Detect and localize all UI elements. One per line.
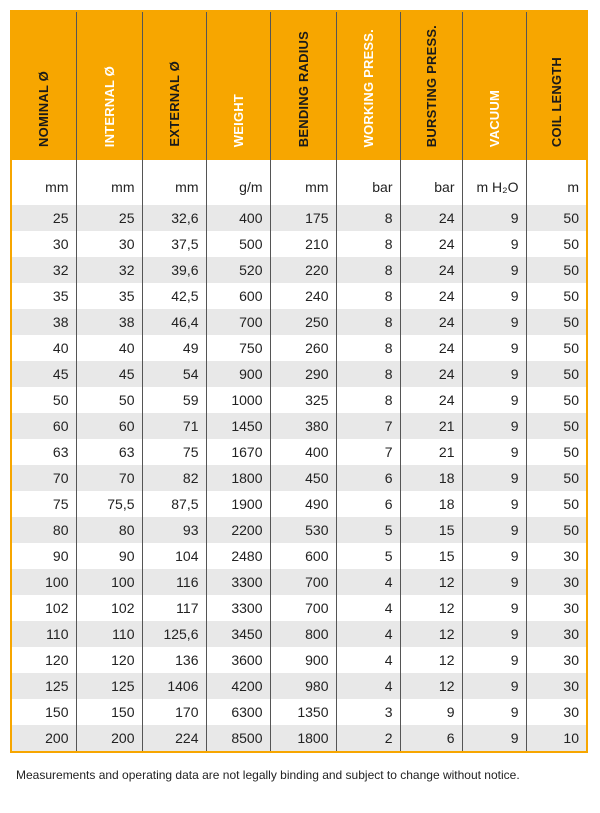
unit-cell-vacuum: m H₂O	[462, 160, 526, 205]
cell-vacuum: 9	[462, 491, 526, 517]
cell-bending: 1350	[270, 699, 336, 725]
cell-weight: 2480	[206, 543, 270, 569]
column-header-weight	[206, 12, 270, 160]
cell-internal: 50	[76, 387, 142, 413]
cell-nominal: 70	[12, 465, 76, 491]
cell-nominal: 60	[12, 413, 76, 439]
cell-internal: 38	[76, 309, 142, 335]
cell-coil: 50	[526, 309, 586, 335]
cell-bending: 400	[270, 439, 336, 465]
cell-bursting: 24	[400, 283, 462, 309]
cell-internal: 150	[76, 699, 142, 725]
table-row	[12, 517, 586, 543]
table-row	[12, 283, 586, 309]
column-header-label: WEIGHT	[230, 93, 246, 147]
cell-weight: 1670	[206, 439, 270, 465]
cell-working: 8	[336, 283, 400, 309]
cell-working: 8	[336, 387, 400, 413]
column-header-label: NOMINAL Ø	[36, 71, 52, 147]
cell-vacuum: 9	[462, 543, 526, 569]
column-header-vacuum	[462, 12, 526, 160]
disclaimer-note: Measurements and operating data are not legally binding and subject to change without notice.	[16, 768, 520, 782]
cell-nominal: 120	[45, 652, 69, 668]
cell-weight: 1900	[206, 491, 270, 517]
cell-working: 5	[336, 543, 400, 569]
cell-internal: 90	[76, 543, 142, 569]
cell-bursting: 12	[400, 673, 462, 699]
cell-nominal: 40	[52, 340, 69, 356]
cell-bending: 175	[270, 205, 336, 231]
column-header-nominal	[12, 12, 76, 160]
cell-weight: 3300	[206, 569, 270, 595]
column-header-label: BENDING RADIUS	[295, 30, 311, 147]
table-row	[12, 257, 586, 283]
cell-bursting: 12	[400, 595, 462, 621]
cell-bursting: 12	[400, 621, 462, 647]
cell-external: 42,5	[142, 283, 206, 309]
cell-nominal: 125	[12, 673, 76, 699]
cell-bursting: 24	[400, 231, 462, 257]
cell-bursting: 15	[400, 543, 462, 569]
cell-external: 46,4	[142, 309, 206, 335]
cell-working: 8	[336, 257, 400, 283]
cell-vacuum: 9	[462, 387, 526, 413]
cell-weight: 400	[206, 205, 270, 231]
cell-vacuum: 9	[462, 439, 526, 465]
cell-coil: 50	[526, 257, 586, 283]
cell-bursting: 18	[400, 491, 462, 517]
table-row	[12, 491, 586, 517]
cell-coil: 30	[526, 621, 586, 647]
cell-bursting: 21	[400, 413, 462, 439]
cell-external: 71	[142, 413, 206, 439]
column-header-coil	[526, 12, 586, 160]
cell-internal: 102	[76, 595, 142, 621]
cell-internal: 120	[76, 647, 142, 673]
cell-vacuum: 9	[462, 361, 526, 387]
cell-external: 75	[142, 439, 206, 465]
cell-bending: 260	[270, 335, 336, 361]
cell-vacuum: 9	[462, 205, 526, 231]
cell-bending: 220	[270, 257, 336, 283]
cell-bending: 240	[270, 283, 336, 309]
cell-bursting: 6	[400, 725, 462, 751]
cell-internal: 30	[76, 231, 142, 257]
cell-external: 39,6	[142, 257, 206, 283]
cell-bursting: 12	[400, 647, 462, 673]
cell-bending: 325	[270, 387, 336, 413]
cell-bending: 380	[270, 413, 336, 439]
cell-working: 4	[336, 647, 400, 673]
cell-nominal: 32	[12, 257, 76, 283]
cell-vacuum: 9	[462, 309, 526, 335]
cell-internal: 200	[76, 725, 142, 751]
cell-coil: 10	[526, 725, 586, 751]
cell-working: 3	[336, 699, 400, 725]
cell-coil: 30	[526, 543, 586, 569]
table-row	[12, 569, 586, 595]
header-row	[12, 12, 586, 160]
table-row	[12, 309, 586, 335]
table-row	[12, 725, 586, 751]
cell-weight: 900	[206, 361, 270, 387]
table-body	[12, 160, 586, 751]
column-header-label: INTERNAL Ø	[101, 65, 117, 147]
cell-vacuum: 9	[462, 569, 526, 595]
cell-bending: 900	[270, 647, 336, 673]
cell-weight: 700	[206, 309, 270, 335]
cell-internal: 60	[76, 413, 142, 439]
cell-internal: 100	[76, 569, 142, 595]
cell-weight: 520	[206, 257, 270, 283]
cell-vacuum: 9	[462, 725, 526, 751]
cell-vacuum: 9	[462, 231, 526, 257]
cell-weight: 3600	[206, 647, 270, 673]
cell-nominal: 100	[12, 569, 76, 595]
table-row	[12, 361, 586, 387]
cell-nominal: 45	[12, 361, 76, 387]
cell-vacuum: 9	[462, 621, 526, 647]
table-row	[12, 387, 586, 413]
cell-vacuum: 9	[462, 283, 526, 309]
cell-working: 7	[336, 413, 400, 439]
cell-bending: 530	[270, 517, 336, 543]
cell-working: 4	[336, 673, 400, 699]
column-header-bursting	[400, 12, 462, 160]
table-row	[12, 595, 586, 621]
cell-bending: 600	[270, 543, 336, 569]
cell-coil: 50	[526, 439, 586, 465]
cell-external: 59	[142, 387, 206, 413]
cell-working: 5	[336, 517, 400, 543]
cell-weight: 750	[206, 335, 270, 361]
cell-working: 8	[336, 231, 400, 257]
cell-coil: 50	[526, 413, 586, 439]
column-header-label: BURSTING PRESS.	[423, 24, 439, 147]
cell-coil: 50	[526, 517, 586, 543]
cell-weight: 8500	[206, 725, 270, 751]
cell-external: 93	[142, 517, 206, 543]
cell-working: 7	[336, 439, 400, 465]
table-row	[12, 231, 586, 257]
cell-coil: 30	[526, 647, 586, 673]
cell-working: 2	[336, 725, 400, 751]
cell-nominal: 30	[52, 236, 69, 252]
units-row	[12, 160, 586, 205]
cell-coil: 30	[526, 673, 586, 699]
unit-cell-bending: mm	[270, 160, 336, 205]
table-row	[12, 699, 586, 725]
cell-bending: 450	[270, 465, 336, 491]
hose-specification-table	[12, 12, 586, 751]
cell-internal: 45	[76, 361, 142, 387]
cell-external: 117	[142, 595, 206, 621]
cell-nominal: 200	[12, 725, 76, 751]
cell-bursting: 21	[400, 439, 462, 465]
cell-weight: 600	[206, 283, 270, 309]
cell-coil: 30	[526, 569, 586, 595]
cell-weight: 3300	[206, 595, 270, 621]
table-row	[12, 439, 586, 465]
column-header-label: COIL LENGTH	[548, 56, 564, 147]
column-header-internal	[76, 12, 142, 160]
cell-internal: 110	[76, 621, 142, 647]
cell-coil: 50	[526, 465, 586, 491]
cell-coil: 50	[526, 491, 586, 517]
cell-bursting: 24	[400, 387, 462, 413]
cell-vacuum: 9	[462, 335, 526, 361]
cell-bending: 210	[270, 231, 336, 257]
cell-working: 4	[336, 569, 400, 595]
cell-internal: 32	[76, 257, 142, 283]
cell-weight: 500	[206, 231, 270, 257]
cell-external: 37,5	[142, 231, 206, 257]
cell-coil: 30	[526, 699, 586, 725]
cell-external: 54	[142, 361, 206, 387]
unit-cell-working: bar	[336, 160, 400, 205]
cell-coil: 50	[526, 387, 586, 413]
cell-coil: 30	[526, 595, 586, 621]
unit-cell-external: mm	[142, 160, 206, 205]
cell-bursting: 24	[400, 361, 462, 387]
cell-bursting: 12	[400, 569, 462, 595]
cell-weight: 3450	[206, 621, 270, 647]
cell-weight: 2200	[206, 517, 270, 543]
cell-working: 8	[336, 335, 400, 361]
cell-bursting: 24	[400, 205, 462, 231]
cell-coil: 50	[526, 283, 586, 309]
cell-bursting: 24	[400, 309, 462, 335]
cell-nominal: 38	[12, 309, 76, 335]
cell-coil: 50	[526, 361, 586, 387]
cell-external: 116	[142, 569, 206, 595]
cell-vacuum: 9	[462, 673, 526, 699]
cell-nominal: 80	[12, 517, 76, 543]
table-row	[12, 335, 586, 361]
cell-bending: 1800	[270, 725, 336, 751]
cell-working: 8	[336, 361, 400, 387]
cell-weight: 1800	[206, 465, 270, 491]
cell-nominal: 110	[12, 621, 76, 647]
cell-bending: 800	[270, 621, 336, 647]
cell-external: 104	[142, 543, 206, 569]
cell-nominal: 50	[52, 392, 69, 408]
table-row	[12, 621, 586, 647]
cell-external: 136	[142, 647, 206, 673]
unit-cell-coil: m	[526, 160, 586, 205]
cell-internal: 80	[76, 517, 142, 543]
cell-bending: 490	[270, 491, 336, 517]
cell-coil: 50	[526, 335, 586, 361]
column-header-working	[336, 12, 400, 160]
table-row	[12, 673, 586, 699]
cell-working: 4	[336, 621, 400, 647]
cell-vacuum: 9	[462, 413, 526, 439]
cell-weight: 6300	[206, 699, 270, 725]
table-row	[12, 465, 586, 491]
cell-bending: 700	[270, 569, 336, 595]
table-row	[12, 543, 586, 569]
cell-nominal: 25	[12, 205, 76, 231]
cell-internal: 70	[76, 465, 142, 491]
cell-bending: 980	[270, 673, 336, 699]
cell-working: 6	[336, 465, 400, 491]
cell-nominal: 90	[52, 548, 69, 564]
column-header-bending	[270, 12, 336, 160]
cell-nominal: 102	[45, 600, 69, 616]
cell-working: 4	[336, 595, 400, 621]
cell-nominal: 75	[52, 496, 69, 512]
cell-external: 49	[142, 335, 206, 361]
cell-external: 125,6	[142, 621, 206, 647]
cell-coil: 50	[526, 205, 586, 231]
cell-external: 87,5	[142, 491, 206, 517]
cell-nominal: 35	[52, 288, 69, 304]
column-header-label: WORKING PRESS.	[360, 28, 376, 147]
cell-bending: 700	[270, 595, 336, 621]
cell-bursting: 9	[400, 699, 462, 725]
cell-weight: 1000	[206, 387, 270, 413]
cell-bursting: 18	[400, 465, 462, 491]
column-header-label: EXTERNAL Ø	[166, 61, 182, 147]
cell-bursting: 15	[400, 517, 462, 543]
cell-coil: 50	[526, 231, 586, 257]
cell-vacuum: 9	[462, 647, 526, 673]
table-row	[12, 647, 586, 673]
cell-working: 6	[336, 491, 400, 517]
cell-external: 170	[142, 699, 206, 725]
specification-table-frame	[10, 10, 588, 753]
cell-external: 32,6	[142, 205, 206, 231]
cell-working: 8	[336, 205, 400, 231]
cell-internal: 35	[76, 283, 142, 309]
cell-vacuum: 9	[462, 699, 526, 725]
cell-internal: 63	[76, 439, 142, 465]
cell-vacuum: 9	[462, 257, 526, 283]
cell-internal: 125	[76, 673, 142, 699]
cell-vacuum: 9	[462, 595, 526, 621]
cell-external: 224	[142, 725, 206, 751]
cell-nominal: 150	[45, 704, 69, 720]
table-row	[12, 205, 586, 231]
cell-internal: 75,5	[76, 491, 142, 517]
cell-internal: 25	[76, 205, 142, 231]
cell-nominal: 63	[52, 444, 69, 460]
cell-external: 1406	[142, 673, 206, 699]
cell-external: 82	[142, 465, 206, 491]
cell-bending: 250	[270, 309, 336, 335]
cell-bursting: 24	[400, 257, 462, 283]
unit-cell-bursting: bar	[400, 160, 462, 205]
cell-internal: 40	[76, 335, 142, 361]
cell-working: 8	[336, 309, 400, 335]
column-header-external	[142, 12, 206, 160]
cell-vacuum: 9	[462, 465, 526, 491]
cell-vacuum: 9	[462, 517, 526, 543]
cell-bursting: 24	[400, 335, 462, 361]
unit-cell-internal: mm	[76, 160, 142, 205]
unit-cell-nominal: mm	[45, 178, 69, 195]
table-row	[12, 413, 586, 439]
cell-weight: 4200	[206, 673, 270, 699]
cell-weight: 1450	[206, 413, 270, 439]
unit-cell-weight: g/m	[206, 160, 270, 205]
column-header-label: VACUUM	[486, 89, 502, 147]
cell-bending: 290	[270, 361, 336, 387]
